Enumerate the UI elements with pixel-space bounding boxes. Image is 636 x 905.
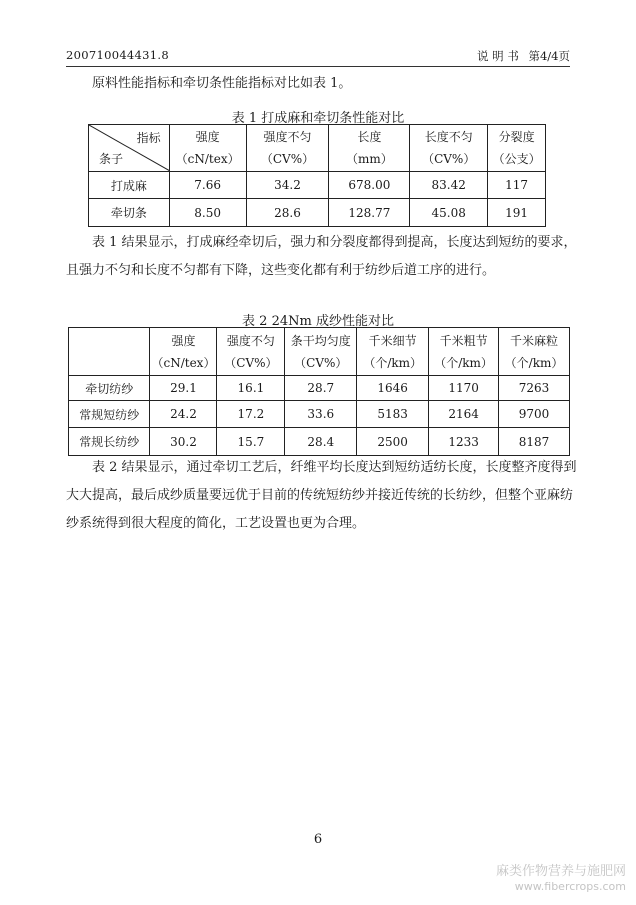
table1-column-header: 强度不匀 （CV%） (246, 125, 329, 172)
table-cell: 2164 (429, 401, 499, 428)
table2-column-header: 千米细节 （个/km） (357, 328, 429, 376)
table-cell: 45.08 (410, 199, 488, 227)
page-number: 6 (313, 832, 323, 847)
table-cell: 34.2 (246, 172, 329, 199)
header-rule (66, 66, 570, 67)
watermark-url: www.fibercrops.com (514, 880, 626, 893)
table-cell: 29.1 (150, 376, 217, 401)
table2-column-header: 千米粗节 （个/km） (429, 328, 499, 376)
table2-corner-cell (69, 328, 150, 376)
table2-row (69, 401, 570, 428)
watermark-text: 麻类作物营养与施肥网 (495, 864, 626, 879)
table-cell: 83.42 (410, 172, 488, 199)
row-label: 常规长纺纱 (69, 428, 150, 456)
table-cell: 17.2 (217, 401, 285, 428)
table2-header-row (69, 328, 570, 376)
row-label: 牵切纺纱 (69, 376, 150, 401)
table-cell: 28.4 (285, 428, 357, 456)
table-cell: 28.6 (246, 199, 329, 227)
table-cell: 1646 (357, 376, 429, 401)
table1 (88, 124, 546, 227)
table-cell: 24.2 (150, 401, 217, 428)
table-cell: 1170 (429, 376, 499, 401)
table1-header-row (89, 125, 546, 172)
table-cell: 191 (488, 199, 546, 227)
table-cell: 1233 (429, 428, 499, 456)
table1-column-header: 长度不匀 （CV%） (410, 125, 488, 172)
intro-paragraph: 原料性能指标和牵切条性能指标对比如表 1。 (92, 76, 352, 91)
table-cell: 8187 (499, 428, 570, 456)
table-cell: 33.6 (285, 401, 357, 428)
row-label: 牵切条 (89, 199, 170, 227)
table-cell: 15.7 (217, 428, 285, 456)
table-cell: 9700 (499, 401, 570, 428)
table2-column-header: 强度 （cN/tex） (150, 328, 217, 376)
header-right (471, 48, 570, 64)
table-cell: 7.66 (169, 172, 246, 199)
table2-column-header: 强度不匀 （CV%） (217, 328, 285, 376)
table-cell: 2500 (357, 428, 429, 456)
result2-line1: 表 2 结果显示，通过牵切工艺后，纤维平均长度达到短纺适纺长度，长度整齐度得到 (92, 460, 577, 475)
result2-line3: 纱系统得到很大程度的简化，工艺设置也更为合理。 (66, 516, 366, 531)
table-cell: 16.1 (217, 376, 285, 401)
page-header (66, 46, 570, 64)
table-cell: 678.00 (329, 172, 410, 199)
corner-bottom-label: 条子 (99, 152, 124, 166)
table1-corner-cell (89, 125, 170, 172)
table-cell: 5183 (357, 401, 429, 428)
table-cell: 117 (488, 172, 546, 199)
table2-caption: 表 2 24Nm 成纱性能对比 (242, 314, 394, 329)
corner-top-label: 指标 (136, 131, 161, 145)
table1-column-header: 强度 （cN/tex） (169, 125, 246, 172)
table1-row (89, 172, 546, 199)
watermark (496, 864, 626, 894)
row-label: 打成麻 (89, 172, 170, 199)
table2-column-header: 条干均匀度 （CV%） (285, 328, 357, 376)
document-number: 200710044431.8 (66, 48, 169, 62)
document-type: 说 明 书 (477, 49, 519, 63)
result1-line2: 且强力不匀和长度不匀都有下降，这些变化都有利于纺纱后道工序的进行。 (66, 263, 496, 278)
row-label: 常规短纺纱 (69, 401, 150, 428)
page-info: 第4/4页 (528, 49, 570, 63)
table1-caption: 表 1 打成麻和牵切条性能对比 (231, 111, 405, 126)
result2-line2: 大大提高，最后成纱质量要远优于目前的传统短纺纱并接近传统的长纺纱，但整个亚麻纺 (66, 488, 574, 503)
table-cell: 30.2 (150, 428, 217, 456)
table2-row (69, 376, 570, 401)
result1-line1: 表 1 结果显示，打成麻经牵切后，强力和分裂度都得到提高，长度达到短纺的要求， (92, 235, 577, 250)
table-cell: 28.7 (285, 376, 357, 401)
table2 (68, 327, 570, 456)
table-cell: 7263 (499, 376, 570, 401)
table2-column-header: 千米麻粒 （个/km） (499, 328, 570, 376)
table1-column-header: 分裂度 （公支） (488, 125, 546, 172)
table1-column-header: 长度 （mm） (329, 125, 410, 172)
table1-row (89, 199, 546, 227)
table-cell: 8.50 (169, 199, 246, 227)
table-cell: 128.77 (329, 199, 410, 227)
table2-row (69, 428, 570, 456)
